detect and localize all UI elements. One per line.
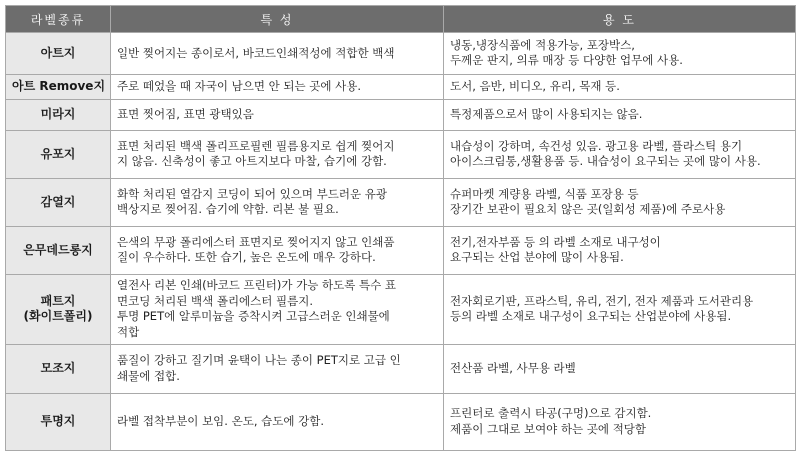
feature-cell-text: 표면 찟어짐, 표면 광택있음 [117, 107, 254, 122]
feature-cell-text: 화학 처리된 열감지 코딩이 되어 있으며 부드러운 유광 [117, 186, 387, 201]
usage-cell [444, 226, 796, 274]
label-type-cell [6, 344, 111, 393]
table-body [6, 33, 796, 451]
usage-cell-text: 요구되는 산업 분야에 많이 사용됨. [450, 250, 624, 265]
usage-cell-text: 프린터로 출력시 타공(구멍)으로 감지함. [450, 406, 652, 421]
usage-cell-text: 내습성이 강하며, 속건성 있음. 광고용 라벨, 플라스틱 용기 [450, 138, 743, 153]
usage-cell [444, 344, 796, 393]
usage-cell-text: 특정제품으로서 많이 사용되지는 않음. [450, 107, 643, 122]
usage-cell-text: 전산품 라벨, 사무용 라벨 [450, 360, 576, 375]
table-row [6, 274, 796, 344]
feature-cell [111, 226, 444, 274]
header-label-type: 라벨종류 [6, 6, 111, 33]
feature-cell [111, 33, 444, 75]
label-type-cell-text: 모조지 [40, 360, 76, 375]
usage-cell [444, 99, 796, 130]
usage-cell [444, 130, 796, 178]
table-row [6, 99, 796, 130]
label-type-cell [6, 274, 111, 344]
table-row [6, 178, 796, 226]
feature-cell [111, 74, 444, 99]
usage-cell-text: 냉동,냉장식품에 적용가능, 포장박스, [450, 37, 635, 52]
label-type-cell [6, 178, 111, 226]
feature-cell [111, 99, 444, 130]
label-type-cell-text: 아트지 [40, 45, 76, 60]
feature-cell-text: 열전사 리본 인쇄(바코드 프린터)가 가능 하도록 특수 표 [117, 278, 396, 293]
label-type-cell [6, 74, 111, 99]
usage-cell [444, 33, 796, 75]
table-row [6, 130, 796, 178]
feature-cell-text: 라벨 접착부분이 보임. 온도, 습도에 강함. [117, 414, 324, 429]
table-row [6, 226, 796, 274]
label-type-cell-text: 패트지 [40, 293, 76, 308]
feature-cell-text: 일반 찢어지는 종이로서, 바코드인쇄적성에 적합한 백색 [117, 45, 395, 60]
label-type-cell-text: 미라지 [40, 107, 76, 122]
label-type-cell [6, 130, 111, 178]
feature-cell-text: 적합 [117, 324, 140, 339]
label-type-cell-text: (화이트폴리) [23, 309, 93, 324]
feature-cell [111, 130, 444, 178]
usage-cell-text: 도서, 음반, 비디오, 유리, 목재 등. [450, 78, 620, 93]
label-type-cell-text: 감열지 [40, 194, 76, 209]
label-type-cell-text: 아트 Remove지 [12, 78, 106, 93]
feature-cell [111, 344, 444, 393]
feature-cell-text: 질이 우수하다. 또한 습기, 높은 온도에 매우 강하다. [117, 250, 376, 265]
label-type-cell-text: 유포지 [40, 146, 76, 161]
usage-cell-text: 전기,전자부품 등 의 라벨 소재로 내구성이 [450, 234, 661, 249]
feature-cell [111, 393, 444, 450]
table-header-row [6, 6, 796, 33]
feature-cell-text: 주로 떼었을 때 자국이 남으면 안 되는 곳에 사용. [117, 78, 361, 93]
feature-cell [111, 274, 444, 344]
table-row [6, 33, 796, 75]
table-row [6, 344, 796, 393]
feature-cell-text: 투명 PET에 알루미늄을 증착시켜 고급스러운 인쇄물에 [117, 309, 390, 324]
feature-cell-text: 은색의 무광 폴리에스터 표면지로 찢어지지 않고 인쇄품 [117, 234, 395, 249]
label-type-cell [6, 99, 111, 130]
usage-cell [444, 178, 796, 226]
feature-cell-text: 지 않음. 신축성이 좋고 아트지보다 마찰, 습기에 강함. [117, 154, 387, 169]
header-usage: 용 도 [444, 6, 796, 33]
usage-cell-text: 두께운 판지, 의류 매장 등 다양한 업무에 사용. [450, 53, 683, 68]
header-feature: 특 성 [111, 6, 444, 33]
feature-cell-text: 표면 처리된 백색 폴리프로필렌 필름용지로 쉽게 찢어지 [117, 138, 395, 153]
label-type-table [5, 5, 796, 451]
table-row [6, 74, 796, 99]
usage-cell-text: 제품이 그대로 보여야 하는 곳에 적당함 [450, 421, 647, 436]
usage-cell-text: 등의 라벨 소재로 내구성이 요구되는 산업분야에 사용됨. [450, 309, 732, 324]
usage-cell [444, 74, 796, 99]
label-type-cell [6, 393, 111, 450]
feature-cell [111, 178, 444, 226]
usage-cell-text: 슈퍼마켓 계량용 라벨, 식품 포장용 등 [450, 186, 639, 201]
usage-cell-text: 전자회로기판, 프라스틱, 유리, 전기, 전자 제품과 도서관리용 [450, 293, 754, 308]
usage-cell [444, 274, 796, 344]
label-type-cell [6, 33, 111, 75]
label-type-cell-text: 투명지 [40, 414, 76, 429]
usage-cell-text: 장기간 보관이 필요치 않은 곳(일회성 제품)에 주로사용 [450, 202, 726, 217]
usage-cell [444, 393, 796, 450]
label-type-cell [6, 226, 111, 274]
usage-cell-text: 아이스크림통,생활용품 등. 내습성이 요구되는 곳에 많이 사용. [450, 154, 761, 169]
table-row [6, 393, 796, 450]
feature-cell-text: 쇄물에 접합. [117, 368, 180, 383]
feature-cell-text: 품질이 강하고 질기며 윤택이 나는 종이 PET지로 고급 인 [117, 353, 401, 368]
feature-cell-text: 면코딩 처리된 백색 폴리에스터 필름지. [117, 293, 314, 308]
label-type-cell-text: 은무데드롱지 [23, 242, 93, 257]
feature-cell-text: 백상지로 찢어짐. 습기에 약함. 리본 불 필요. [117, 202, 339, 217]
